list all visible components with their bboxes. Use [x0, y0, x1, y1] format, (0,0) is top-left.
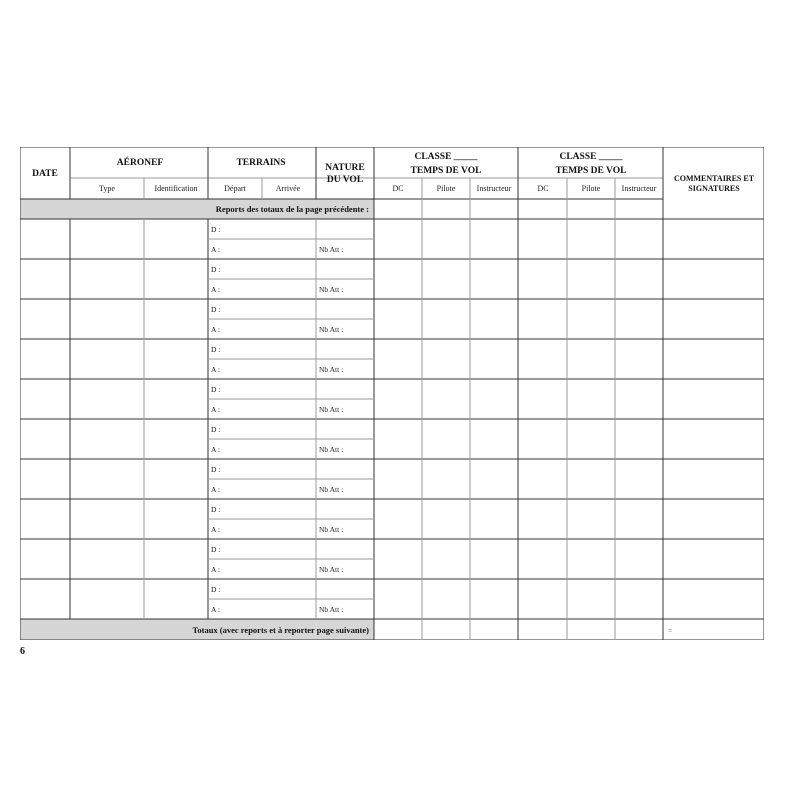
table-row[interactable]	[208, 465, 374, 494]
table-row[interactable]	[208, 345, 374, 374]
header-classe2-instructeur: Instructeur	[621, 184, 657, 193]
header-aeronef-identification: Identification	[154, 184, 198, 193]
header-aeronef: AÉRONEF	[116, 158, 164, 168]
header-classe1-line1: CLASSE _____	[414, 152, 478, 162]
header-nature-line1: NATURE	[325, 163, 365, 173]
header-classe2-line2: TEMPS DE VOL	[555, 166, 627, 176]
totals-label: Totaux (avec reports et à reporter page suivante)	[192, 625, 369, 635]
table-row[interactable]	[208, 425, 374, 454]
depart-label: D :	[211, 505, 221, 514]
nb-att-label: Nb Att :	[319, 285, 344, 294]
header-classe2-dc: DC	[537, 184, 549, 193]
depart-label: D :	[211, 305, 221, 314]
depart-label: D :	[211, 585, 221, 594]
header-commentaires-line1: COMMENTAIRES ET	[673, 174, 755, 183]
header-classe1-line2: TEMPS DE VOL	[410, 166, 482, 176]
totals-equals: =	[668, 626, 673, 635]
header-terrains-depart: Départ	[224, 184, 246, 193]
arrivee-label: A :	[211, 525, 220, 534]
table-row[interactable]	[208, 545, 374, 574]
header-date: DATE	[32, 169, 58, 179]
header-classe2-pilote: Pilote	[581, 184, 601, 193]
nb-att-label: Nb Att :	[319, 325, 344, 334]
depart-label: D :	[211, 385, 221, 394]
arrivee-label: A :	[211, 605, 220, 614]
depart-label: D :	[211, 545, 221, 554]
nb-att-label: Nb Att :	[319, 365, 344, 374]
arrivee-label: A :	[211, 405, 220, 414]
arrivee-label: A :	[211, 325, 220, 334]
arrivee-label: A :	[211, 365, 220, 374]
arrivee-label: A :	[211, 245, 220, 254]
reports-label: Reports des totaux de la page précédente :	[215, 204, 369, 214]
nb-att-label: Nb Att :	[319, 605, 344, 614]
nb-att-label: Nb Att :	[319, 405, 344, 414]
header-terrains-arrivee: Arrivée	[275, 184, 301, 193]
nb-att-label: Nb Att :	[319, 245, 344, 254]
table-row[interactable]	[208, 505, 374, 534]
nb-att-label: Nb Att :	[319, 525, 344, 534]
depart-label: D :	[211, 465, 221, 474]
depart-label: D :	[211, 345, 221, 354]
table-row[interactable]	[208, 265, 374, 294]
arrivee-label: A :	[211, 445, 220, 454]
depart-label: D :	[211, 225, 221, 234]
table-row[interactable]	[208, 225, 374, 254]
header-classe2-line1: CLASSE _____	[559, 152, 623, 162]
header-classe1-pilote: Pilote	[436, 184, 456, 193]
header-classe1-dc: DC	[392, 184, 404, 193]
table-row[interactable]	[208, 585, 374, 614]
header-commentaires-line2: SIGNATURES	[688, 184, 740, 193]
nb-att-label: Nb Att :	[319, 485, 344, 494]
header-nature-line2: DU VOL	[326, 175, 364, 185]
header-classe1-instructeur: Instructeur	[476, 184, 512, 193]
logbook-table	[20, 147, 764, 640]
arrivee-label: A :	[211, 285, 220, 294]
depart-label: D :	[211, 425, 221, 434]
table-row[interactable]	[208, 385, 374, 414]
table-grid	[20, 147, 764, 640]
nb-att-label: Nb Att :	[319, 565, 344, 574]
arrivee-label: A :	[211, 485, 220, 494]
header-terrains: TERRAINS	[236, 158, 286, 168]
table-row[interactable]	[208, 305, 374, 334]
depart-label: D :	[211, 265, 221, 274]
nb-att-label: Nb Att :	[319, 445, 344, 454]
arrivee-label: A :	[211, 565, 220, 574]
header-aeronef-type: Type	[99, 184, 115, 193]
page-number: 6	[20, 646, 25, 657]
